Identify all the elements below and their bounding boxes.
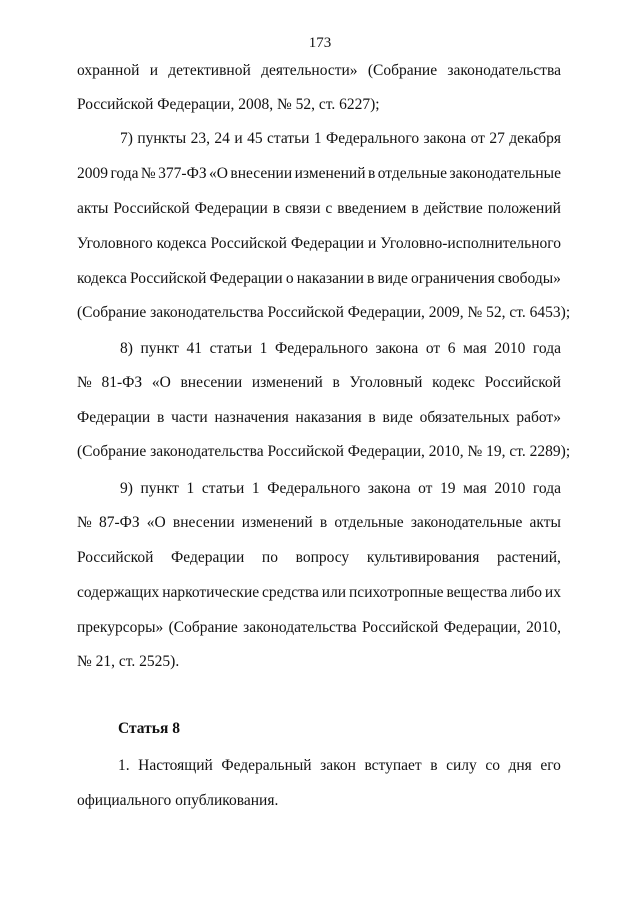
word: вопросу xyxy=(295,549,350,566)
word: года xyxy=(110,165,139,182)
word: положений xyxy=(487,200,561,217)
word: Уголовно-исполнительного xyxy=(380,235,561,252)
word: Уголовный xyxy=(349,374,423,391)
word: охранной xyxy=(77,62,140,79)
word: культивирования xyxy=(366,549,480,566)
word: 377-ФЗ xyxy=(158,165,207,182)
word: 87-ФЗ xyxy=(98,514,140,531)
text-line xyxy=(77,62,561,80)
word: законодательные xyxy=(410,514,523,531)
word: Федерального xyxy=(326,130,420,147)
text-line xyxy=(77,549,561,567)
word: акты xyxy=(529,514,561,531)
word: прекурсоры» xyxy=(77,619,164,636)
text-line xyxy=(77,270,561,288)
text-line: Российской Федерации, 2008, № 52, ст. 6227); xyxy=(77,96,380,113)
word: в xyxy=(332,374,340,391)
word: акты xyxy=(77,200,109,217)
text-line: (Собрание законодательства Российской Федерации, 2009, № 52, ст. 6453); xyxy=(77,304,571,321)
text-line xyxy=(77,200,561,218)
text-line xyxy=(77,165,561,183)
word: либо xyxy=(510,584,542,601)
word: содержащих xyxy=(77,584,160,601)
text-line: (Собрание законодательства Российской Федерации, 2010, № 19, ст. 2289); xyxy=(77,443,571,460)
word: мая xyxy=(463,480,487,497)
word: «О xyxy=(151,374,171,391)
word: внесении xyxy=(180,374,243,391)
word: 1 xyxy=(186,480,195,497)
word: кодекса xyxy=(77,270,127,287)
word: и xyxy=(368,235,377,252)
word: 9) xyxy=(120,480,133,497)
word: 1. xyxy=(118,757,130,774)
text-line xyxy=(77,374,561,392)
word: изменений xyxy=(294,165,366,182)
word: 19 xyxy=(440,480,456,497)
word: введением xyxy=(337,200,407,217)
word: наркотические xyxy=(162,584,260,601)
word: Федерации xyxy=(290,235,365,252)
page-number: 173 xyxy=(308,35,332,51)
word: «О xyxy=(209,165,228,182)
word: Федерации, xyxy=(443,619,521,636)
word: Российской xyxy=(130,270,207,287)
word: 23, xyxy=(190,130,210,147)
article-heading: Статья 8 xyxy=(118,720,180,737)
word: (Собрание xyxy=(367,62,438,79)
word: Настоящий xyxy=(138,757,213,774)
word: в xyxy=(430,757,438,774)
word: 45 xyxy=(247,130,263,147)
word: изменений xyxy=(251,374,323,391)
word: от xyxy=(425,340,441,357)
word: части xyxy=(171,409,208,426)
word: изменений xyxy=(241,514,313,531)
word: № xyxy=(77,374,92,391)
word: в xyxy=(319,514,328,531)
word: мая xyxy=(463,340,487,357)
word: пункт xyxy=(140,480,179,497)
word: 7) xyxy=(120,130,133,147)
word: Федерации xyxy=(77,409,151,426)
word: Федерации xyxy=(209,270,283,287)
word: 1 xyxy=(259,340,268,357)
word: его xyxy=(540,757,561,774)
word: от xyxy=(418,480,433,497)
word: дня xyxy=(508,757,532,774)
word: 1 xyxy=(313,130,322,147)
word: законодательства xyxy=(447,62,561,79)
word: законодательства xyxy=(243,619,357,636)
word: действие xyxy=(423,200,483,217)
word: наказании xyxy=(296,270,364,287)
word: со xyxy=(485,757,500,774)
word: года xyxy=(532,480,561,497)
word: обязательных xyxy=(419,409,510,426)
text-line xyxy=(77,619,561,637)
word: закона xyxy=(367,480,411,497)
word: вступает xyxy=(364,757,422,774)
text-line xyxy=(118,757,561,775)
word: виде xyxy=(377,270,408,287)
text-line xyxy=(120,480,561,498)
word: связи xyxy=(284,200,321,217)
word: о xyxy=(285,270,294,287)
word: законодательные xyxy=(449,165,561,182)
word: 2010, xyxy=(526,619,561,636)
word: ограничения xyxy=(410,270,495,287)
word: вещества xyxy=(446,584,508,601)
word: статьи xyxy=(266,130,310,147)
word: закона xyxy=(423,130,467,147)
word: Российской xyxy=(484,374,561,391)
word: 81-ФЗ xyxy=(101,374,143,391)
word: в xyxy=(367,270,375,287)
word: и xyxy=(149,62,158,79)
word: Российской xyxy=(362,619,439,636)
word: пункт xyxy=(140,340,179,357)
word: деятельности» xyxy=(261,62,358,79)
word: в xyxy=(272,200,281,217)
word: детективной xyxy=(168,62,251,79)
word: по xyxy=(261,549,278,566)
word: закон xyxy=(320,757,356,774)
word: 2010 xyxy=(494,340,526,357)
word: Российской xyxy=(113,200,190,217)
text-line xyxy=(77,584,561,602)
word: декабря xyxy=(509,130,561,147)
text-line: № 21, ст. 2525). xyxy=(77,653,180,670)
text-line xyxy=(77,514,561,532)
word: наказания xyxy=(295,409,362,426)
word: Федерального xyxy=(267,480,361,497)
word: отдельные xyxy=(334,514,404,531)
word: 2010 xyxy=(494,480,526,497)
word: Федеральный xyxy=(221,757,312,774)
word: 41 xyxy=(186,340,203,357)
word: 1 xyxy=(251,480,260,497)
text-line: официального опубликования. xyxy=(77,792,279,809)
word: 24 xyxy=(214,130,230,147)
word: с xyxy=(325,200,333,217)
word: пункты xyxy=(137,130,187,147)
word: и xyxy=(234,130,243,147)
word: 27 xyxy=(489,130,505,147)
word: статьи xyxy=(209,340,253,357)
word: в xyxy=(367,165,376,182)
word: их xyxy=(544,584,561,601)
word: внесении xyxy=(172,514,235,531)
word: от xyxy=(470,130,485,147)
word: кодекс xyxy=(432,374,475,391)
word: средства xyxy=(262,584,319,601)
word: свободы» xyxy=(497,270,561,287)
word: 8) xyxy=(120,340,133,357)
word: Федерального xyxy=(274,340,369,357)
word: работ» xyxy=(516,409,561,426)
word: в xyxy=(368,409,376,426)
word: растений, xyxy=(497,549,561,566)
word: кодекса xyxy=(156,235,207,252)
word: года xyxy=(532,340,561,357)
text-line xyxy=(77,235,561,253)
word: статьи xyxy=(201,480,245,497)
word: виде xyxy=(382,409,413,426)
word: силу xyxy=(446,757,477,774)
word: 6 xyxy=(447,340,456,357)
word: закона xyxy=(375,340,419,357)
word: Российской xyxy=(210,235,287,252)
word: назначения xyxy=(214,409,289,426)
word: Федерации xyxy=(171,549,245,566)
word: 2009 xyxy=(77,165,108,182)
word: в xyxy=(411,200,419,217)
word: психотропные xyxy=(349,584,444,601)
word: Российской xyxy=(77,549,154,566)
word: Федерации xyxy=(194,200,268,217)
word: «О xyxy=(146,514,166,531)
word: или xyxy=(321,584,347,601)
word: отдельные xyxy=(377,165,448,182)
word: в xyxy=(156,409,165,426)
word: № xyxy=(140,165,156,182)
word: внесении xyxy=(230,165,293,182)
word: (Собрание xyxy=(168,619,238,636)
text-line xyxy=(120,340,561,358)
text-line xyxy=(120,130,561,148)
word: № xyxy=(77,514,92,531)
word: Уголовного xyxy=(77,235,153,252)
text-line xyxy=(77,409,561,427)
